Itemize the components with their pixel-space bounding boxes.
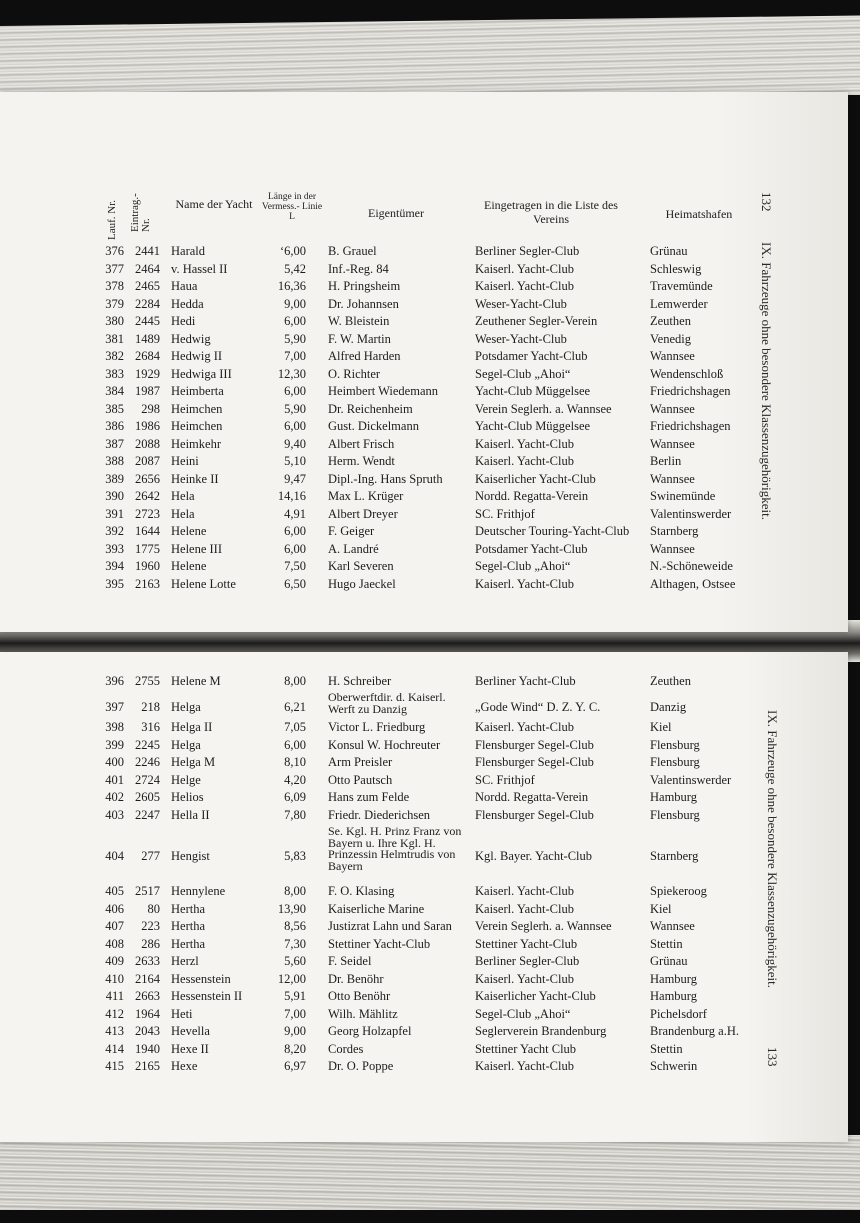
page-bottom: IX. Fahrzeuge ohne besondere Klassenzugehörigkeit. 133 396 2755 Helene M 8,00 H. Schreiber Berliner Yacht-Club Zeuthen 397 218 Helga 6,21 Oberwerftdir. d. Kaiserl. Werft zu Danzig „Gode Wind“ D. Z. Y. C. Danzig 398 316 Helga II 7,05 Victor L. Friedburg Kaiserl. Yacht-Club Kiel 399 2245 Helga 6,00 Konsul W. Hochreuter Flensburger Segel-Club Flensburg 400 2246 Helga M 8,10 Arm Preisler Flensburger Segel-Club Flensburg 401 2724 Helge 4,20 Otto Pautsch SC. Frithjof Valentinswerder 402 2605 Helios 6,09 Hans zum Felde Nordd. Regatta-Verein Hamburg 403 2247 Hella II 7,80 Friedr. Diederichsen Flensburger Segel-Club Flensburg 404 277 Hengist 5,83 Se. Kgl. H. Prinz Franz von Bayern u. Ihre Kgl. H. Prinzessin Helmtrudis von Bayern Kgl. Bayer. Yacht-Club Starnberg 405 2517 Hennylene 8,00 F. O. Klasing Kaiserl. Yacht-Club Spiekeroog 406 80 Hertha 13,90 Kaiserliche Marine Kaiserl. Yacht-Club Kiel 407 223 Hertha 8,56 Justizrat Lahn und Saran Verein Seglerh. a. Wannsee Wannsee 408 286 Hertha 7,30 Stettiner Yacht-Club Stettiner Yacht-Club Stettin 409 2633 Herzl 5,60 F. Seidel Berliner Segler-Club Grünau 410 2164 Hessenstein 12,00 Dr. Benöhr Kaiserl. Yacht-Club Hamburg 411 2663 Hessenstein II 5,91 Otto Benöhr Kaiserlicher Yacht-Club Hamburg 412 1964 Heti 7,00 Wilh. Mählitz Segel-Club „Ahoi“ Pichelsdorf 413 2043 Hevella 9,00 Georg Holzapfel Seglerverein Brandenburg Brandenburg a.H. 414 1940 Hexe II 8,20 Cordes Stettiner Yacht Club Stettin 415 2165 Hexe 6,97 Dr. O. Poppe Kaiserl. Yacht-Club Schwerin	[0, 652, 848, 1142]
page-stack-bottom-edge	[0, 1135, 860, 1210]
page-stack-top-edge	[0, 0, 860, 95]
header-laenge: Länge in der Vermess.- Linie L	[261, 192, 323, 222]
header-eingetragen: Eingetragen in die Liste des Vereins	[484, 198, 618, 226]
side-heading-top: IX. Fahrzeuge ohne besondere Klassenzugehörigkeit.	[759, 242, 774, 520]
header-lauf-nr: Lauf. Nr.	[106, 199, 118, 240]
header-name: Name der Yacht	[175, 197, 253, 211]
page-number-bottom: 133	[765, 1047, 780, 1067]
page-number-top: 132	[759, 192, 774, 212]
side-heading-bottom: IX. Fahrzeuge ohne besondere Klassenzugehörigkeit.	[765, 710, 780, 988]
header-eintrag-nr: Eintrag.- Nr.	[129, 193, 152, 232]
header-eigentuemer: Eigentümer	[368, 206, 424, 220]
page-top: 132 IX. Fahrzeuge ohne besondere Klassenzugehörigkeit. Lauf. Nr. Eintrag.- Nr. Name der Yacht Länge in der Vermess.- Linie L Eigentümer Eingetragen in die Liste des Vereins Heimatshafen 376 2441 Harald ‘6,00 B. Grauel Berliner Segler-Club Grünau 377 2464 v. Hassel II 5,42 Inf.-Reg. 84 Kaiserl. Yacht-Club Schleswig 378 2465 Haua 16,36 H. Pringsheim Kaiserl. Yacht-Club Travemünde 379 2284 Hedda 9,00 Dr. Johannsen Weser-Yacht-Club Lemwerder 380 2445 Hedi 6,00 W. Bleistein Zeuthener Segler-Verein Zeuthen 381 1489 Hedwig 5,90 F. W. Martin Weser-Yacht-Club Venedig 382 2684 Hedwig II 7,00 Alfred Harden Potsdamer Yacht-Club Wannsee 383 1929 Hedwiga III 12,30 O. Richter Segel-Club „Ahoi“ Wendenschloß 384 1987 Heimberta 6,00 Heimbert Wiedemann Yacht-Club Müggelsee Friedrichshagen 385 298 Heimchen 5,90 Dr. Reichenheim Verein Seglerh. a. Wannsee Wannsee 386 1986 Heimchen 6,00 Gust. Dickelmann Yacht-Club Müggelsee Friedrichshagen 387 2088 Heimkehr 9,40 Albert Frisch Kaiserl. Yacht-Club Wannsee 388 2087 Heini 5,10 Herm. Wendt Kaiserl. Yacht-Club Berlin 389 2656 Heinke II 9,47 Dipl.-Ing. Hans Spruth Kaiserlicher Yacht-Club Wannsee 390 2642 Hela 14,16 Max L. Krüger Nordd. Regatta-Verein Swinemünde 391 2723 Hela 4,91 Albert Dreyer SC. Frithjof Valentinswerder 392 1644 Helene 6,00 F. Geiger Deutscher Touring-Yacht-Club Starnberg 393 1775 Helene III 6,00 A. Landré Potsdamer Yacht-Club Wannsee 394 1960 Helene 7,50 Karl Severen Segel-Club „Ahoi“ N.-Schöneweide 395 2163 Helene Lotte 6,50 Hugo Jaeckel Kaiserl. Yacht-Club Althagen, Ostsee	[0, 92, 848, 632]
header-heimatshafen: Heimatshafen	[665, 207, 733, 221]
